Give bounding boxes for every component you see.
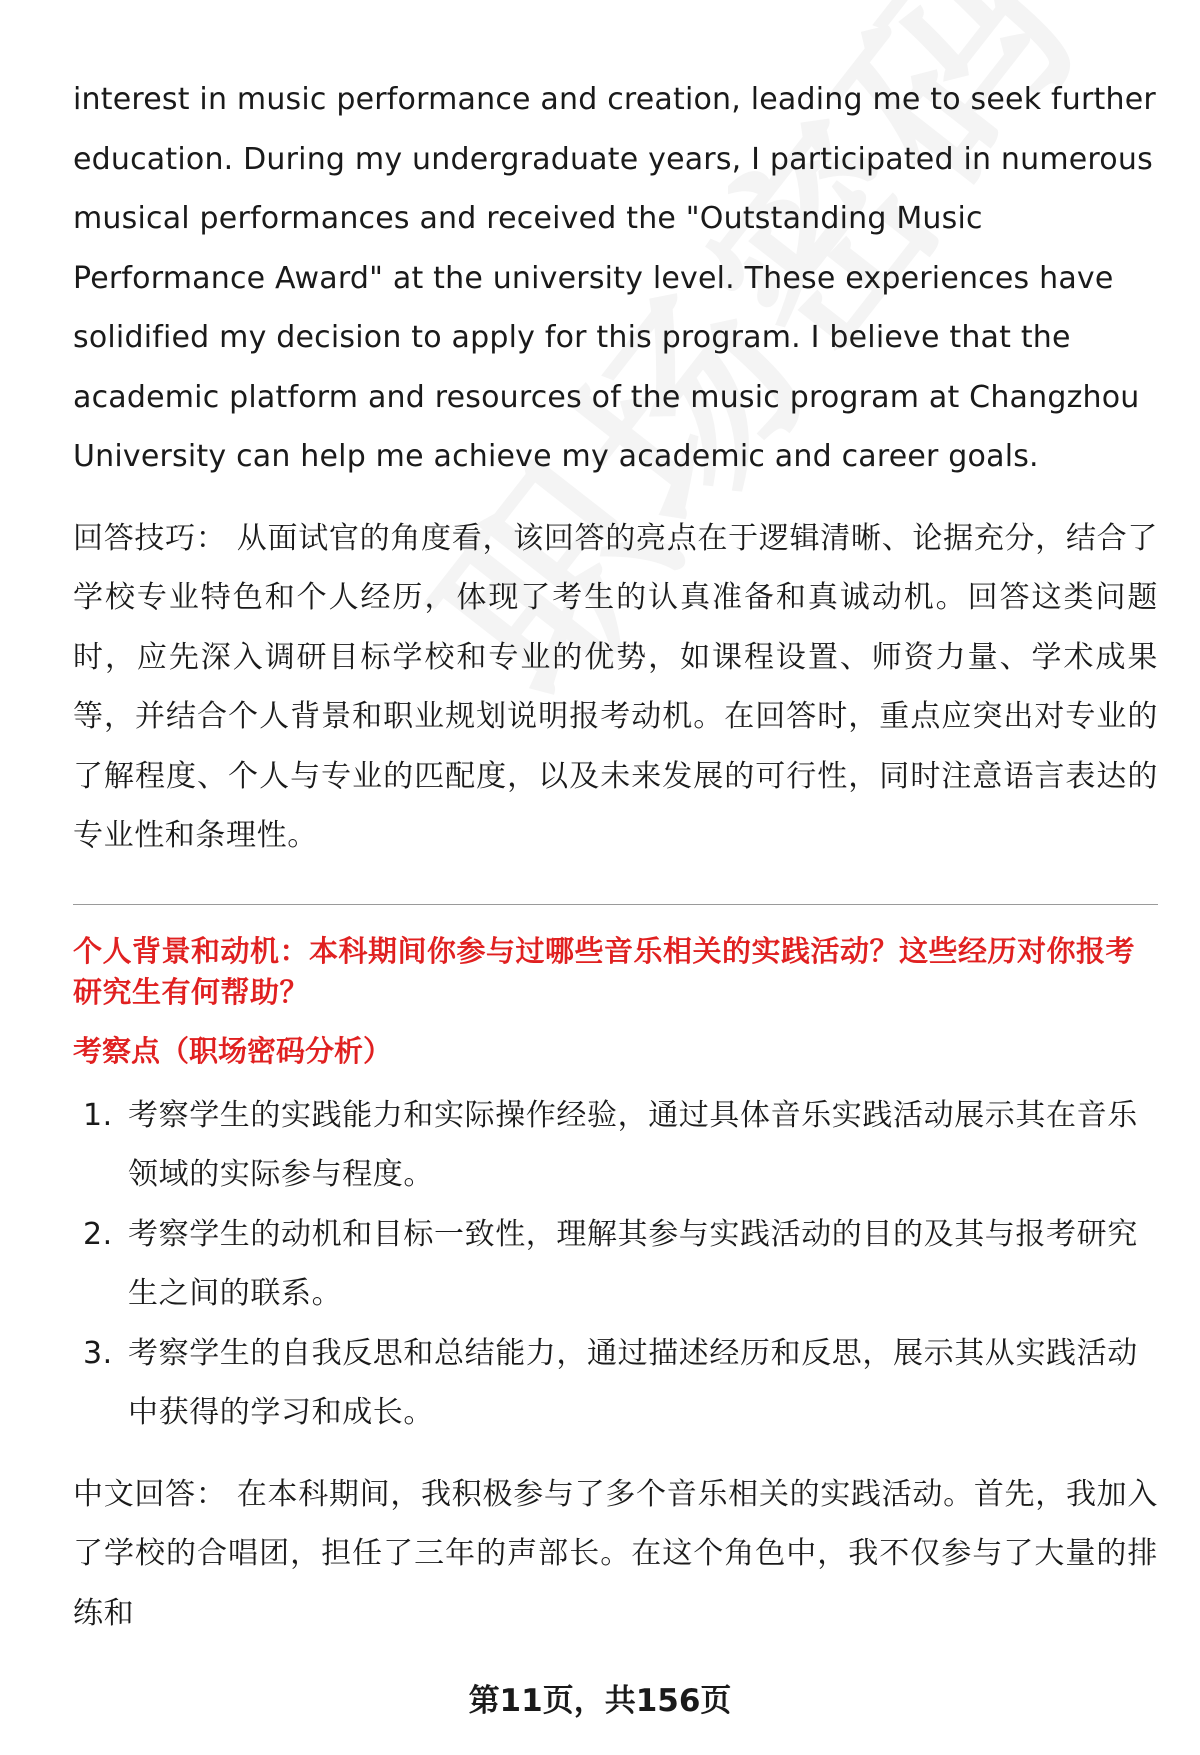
section-divider (73, 904, 1158, 905)
list-item (73, 1086, 1158, 1205)
list-item (73, 1205, 1158, 1324)
analysis-points-list (73, 1086, 1158, 1443)
list-item-text: 考察学生的动机和目标一致性，理解其参与实践活动的目的及其与报考研究生之间的联系。 (128, 1216, 1138, 1311)
list-item-number: 1. (83, 1097, 113, 1133)
list-item-text: 考察学生的自我反思和总结能力，通过描述经历和反思，展示其从实践活动中获得的学习和成长。 (128, 1335, 1138, 1430)
list-item-number: 3. (83, 1335, 113, 1371)
list-item-number: 2. (83, 1216, 113, 1252)
document-page (73, 70, 1158, 1643)
question-heading: 个人背景和动机：本科期间你参与过哪些音乐相关的实践活动？这些经历对你报考研究生有何帮助？ (73, 933, 1136, 1009)
chinese-answer-paragraph: 中文回答： 在本科期间，我积极参与了多个音乐相关的实践活动。首先，我加入了学校的合唱团，担任了三年的声部长。在这个角色中，我不仅参与了大量的排练和 (73, 1476, 1158, 1631)
list-item (73, 1324, 1158, 1443)
answer-tips-paragraph: 回答技巧： 从面试官的角度看，该回答的亮点在于逻辑清晰、论据充分，结合了学校专业特色和个人经历，体现了考生的认真准备和真诚动机。回答这类问题时，应先深入调研目标学校和专业的优势，如课程设置、师资力量、学术成果等，并结合个人背景和职业规划说明报考动机。在回答时，重点应突出对专业的了解程度、个人与专业的匹配度，以及未来发展的可行性，同时注意语言表达的专业性和条理性。 (73, 520, 1158, 853)
list-item-text: 考察学生的实践能力和实际操作经验，通过具体音乐实践活动展示其在音乐领域的实际参与程度。 (128, 1097, 1138, 1192)
page-number-footer: 第11页，共156页 (468, 1683, 732, 1719)
english-answer-paragraph: interest in music performance and creation, leading me to seek further education. During my undergraduate years, I participated in numerous musical performances and received the "Outstanding Music Performance Award" at the university level. These experiences have solidified my decision to apply for this program. I believe that the academic platform and resources of the music program at Changzhou University can help me achieve my academic and career goals. (73, 82, 1156, 474)
analysis-heading: 考察点（职场密码分析） (73, 1033, 393, 1068)
